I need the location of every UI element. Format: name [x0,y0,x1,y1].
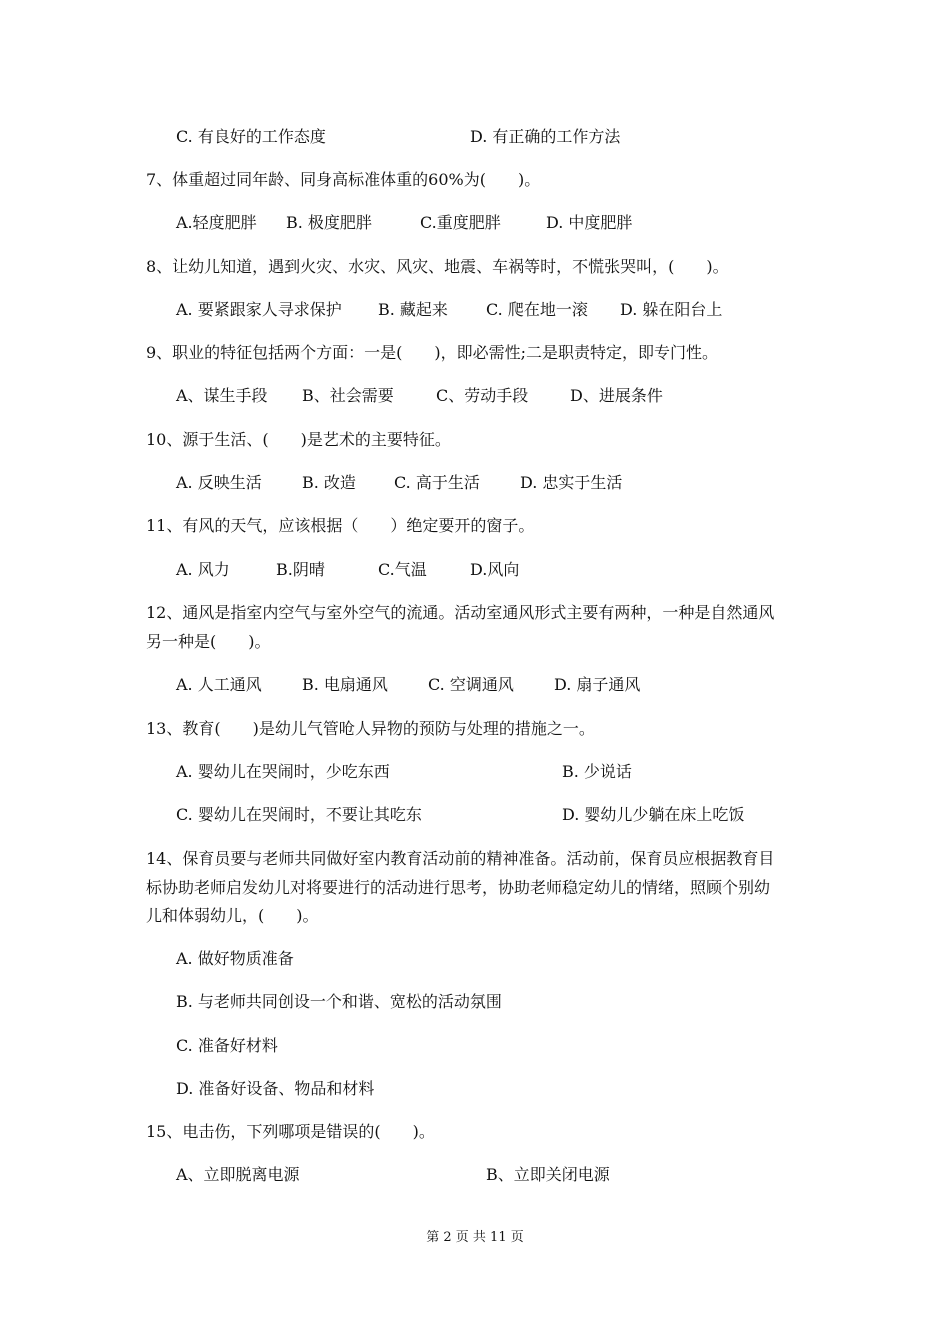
q15-option-b: B、立即关闭电源 [486,1165,610,1184]
q15-stem: 15、电击伤，下列哪项是错误的( )。 [146,1122,435,1141]
q7-option-d: D. 中度肥胖 [546,213,633,232]
q10-option-c: C. 高于生活 [394,473,480,492]
q14-option-b: B. 与老师共同创设一个和谐、宽松的活动氛围 [176,992,502,1011]
q12-option-d: D. 扇子通风 [554,675,641,694]
q10-option-d: D. 忠实于生活 [520,473,623,492]
q9-option-a: A、谋生手段 [176,386,268,405]
q8-stem: 8、让幼儿知道，遇到火灾、水灾、风灾、地震、车祸等时，不慌张哭叫，( )。 [146,257,729,276]
q14-option-a: A. 做好物质准备 [176,949,294,968]
q11-stem: 11、有风的天气，应该根据（ ）绝定要开的窗子。 [146,516,535,535]
q14-option-d: D. 准备好设备、物品和材料 [176,1079,375,1098]
q7-option-c: C.重度肥胖 [420,213,501,232]
q14-stem-line3: 儿和体弱幼儿，( )。 [146,906,319,925]
q10-option-b: B. 改造 [302,473,356,492]
q6-option-c: C. 有良好的工作态度 [176,127,326,146]
q13-stem: 13、教育( )是幼儿气管呛人异物的预防与处理的措施之一。 [146,719,595,738]
q12-option-c: C. 空调通风 [428,675,514,694]
q9-option-d: D、进展条件 [570,386,663,405]
q12-option-b: B. 电扇通风 [302,675,388,694]
q7-stem: 7、体重超过同年龄、同身高标准体重的60%为( )。 [146,170,541,189]
q8-option-b: B. 藏起来 [378,300,448,319]
q14-stem-line2: 标协助老师启发幼儿对将要进行的活动进行思考，协助老师稳定幼儿的情绪，照顾个别幼 [146,878,771,897]
q7-option-b: B. 极度肥胖 [286,213,372,232]
q13-option-b: B. 少说话 [562,762,632,781]
q8-option-d: D. 躲在阳台上 [620,300,723,319]
q9-stem: 9、职业的特征包括两个方面：一是( )，即必需性;二是职责特定，即专门性。 [146,343,719,362]
q12-stem-line2: 另一种是( )。 [146,632,271,651]
q14-option-c: C. 准备好材料 [176,1036,278,1055]
q7-option-a: A.轻度肥胖 [176,213,257,232]
q8-option-a: A. 要紧跟家人寻求保护 [176,300,342,319]
page-footer: 第 2 页 共 11 页 [426,1230,524,1245]
q10-stem: 10、源于生活、( )是艺术的主要特征。 [146,430,451,449]
q13-option-c: C. 婴幼儿在哭闹时，不要让其吃东 [176,805,422,824]
q12-option-a: A. 人工通风 [176,675,262,694]
q11-option-b: B.阴晴 [276,560,325,579]
q6-option-d: D. 有正确的工作方法 [470,127,621,146]
q9-option-b: B、社会需要 [302,386,394,405]
q15-option-a: A、立即脱离电源 [176,1165,300,1184]
q14-stem-line1: 14、保育员要与老师共同做好室内教育活动前的精神准备。活动前，保育员应根据教育目 [146,849,775,868]
q10-option-a: A. 反映生活 [176,473,262,492]
q11-option-c: C.气温 [378,560,427,579]
q12-stem-line1: 12、通风是指室内空气与室外空气的流通。活动室通风形式主要有两种，一种是自然通风 [146,603,775,622]
q13-option-a: A. 婴幼儿在哭闹时，少吃东西 [176,762,390,781]
q13-option-d: D. 婴幼儿少躺在床上吃饭 [562,805,745,824]
q11-option-a: A. 风力 [176,560,230,579]
q11-option-d: D.风向 [470,560,520,579]
q9-option-c: C、劳动手段 [436,386,529,405]
q8-option-c: C. 爬在地一滚 [486,300,588,319]
